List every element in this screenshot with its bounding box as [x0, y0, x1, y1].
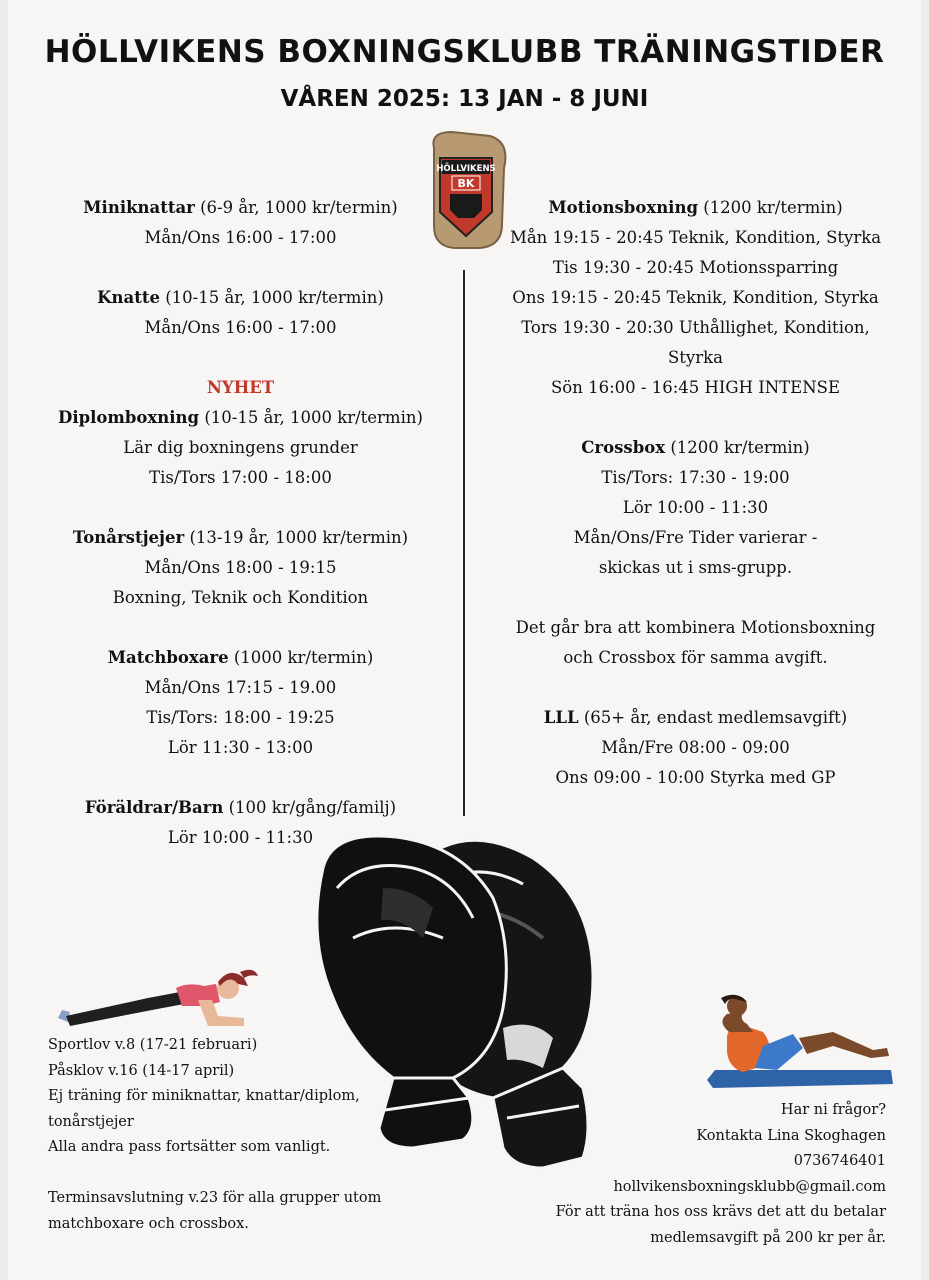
poster-subtitle: VÅREN 2025: 13 JAN - 8 JUNI — [280, 86, 649, 112]
schedule-line: Mån/Ons 17:15 - 19.00 — [144, 678, 337, 697]
group-name: Matchboxare — [107, 648, 229, 667]
schedule-line: Lär dig boxningens grunder — [123, 438, 358, 457]
group-tonarstjejer — [8, 523, 473, 553]
note-line: Terminsavslutning v.23 för alla grupper utom — [48, 1190, 382, 1206]
group-info: (6-9 år, 1000 kr/termin) — [194, 198, 398, 217]
group-crossbox — [458, 433, 929, 463]
schedule-line: Tors 19:30 - 20:30 Uthållighet, Kondition, — [521, 318, 870, 337]
group-name: Föräldrar/Barn — [84, 798, 224, 817]
right-column — [458, 193, 929, 793]
group-name: Tonårstjejer — [72, 528, 185, 547]
note-line: tonårstjejer — [48, 1113, 134, 1130]
group-info: (65+ år, endast medlemsavgift) — [578, 708, 848, 727]
combine-note: och Crossbox för samma avgift. — [563, 648, 828, 667]
schedule-line: Tis 19:30 - 20:45 Motionssparring — [552, 258, 839, 277]
group-name: Knatte — [97, 288, 160, 307]
schedule-line: Tis/Tors 17:00 - 18:00 — [149, 468, 332, 487]
group-foraldrar-barn — [8, 793, 473, 823]
contact-name: Kontakta Lina Skoghagen — [696, 1127, 886, 1144]
schedule-line: Styrka — [668, 348, 723, 367]
schedule-line: Mån/Ons 16:00 - 17:00 — [144, 318, 337, 337]
schedule-line: Mån/Ons 16:00 - 17:00 — [144, 228, 337, 247]
group-knatte — [8, 283, 473, 313]
group-info: (100 kr/gång/familj) — [223, 798, 397, 817]
logo-text-1: HÖLLVIKENS — [436, 164, 496, 174]
group-name: Crossbox — [581, 438, 666, 457]
group-info: (13-19 år, 1000 kr/termin) — [184, 528, 409, 547]
contact-line: För att träna hos oss krävs det att du betalar — [555, 1204, 886, 1220]
poster — [8, 0, 921, 1280]
group-info: (1200 kr/termin) — [665, 438, 810, 457]
group-info: (1000 kr/termin) — [228, 648, 374, 667]
schedule-line: Lör 10:00 - 11:30 — [622, 498, 769, 517]
group-name: Miniknattar — [83, 198, 195, 217]
schedule-line: Ons 19:15 - 20:45 Teknik, Kondition, Styrka — [512, 288, 879, 307]
group-lll — [458, 703, 929, 733]
schedule-line: Boxning, Teknik och Kondition — [112, 588, 369, 607]
schedule-line: Mån/Fre 08:00 - 09:00 — [601, 738, 790, 757]
schedule-line: Mån/Ons/Fre Tider varierar - — [573, 528, 818, 547]
group-info: (10-15 år, 1000 kr/termin) — [159, 288, 384, 307]
plank-figure-illustration — [48, 960, 268, 1040]
group-name: LLL — [543, 708, 579, 727]
logo-text-2: BK — [457, 177, 475, 190]
schedule-line: Tis/Tors: 17:30 - 19:00 — [601, 468, 790, 487]
schedule-line: Lör 11:30 - 13:00 — [167, 738, 314, 757]
contact-line: medlemsavgift på 200 kr per år. — [650, 1229, 886, 1246]
note-line: Sportlov v.8 (17-21 februari) — [48, 1037, 258, 1053]
left-column — [8, 193, 473, 853]
combine-note: Det går bra att kombinera Motionsboxning — [515, 618, 876, 637]
group-info: (1200 kr/termin) — [698, 198, 843, 217]
group-miniknattar — [8, 193, 473, 223]
note-line: Ej träning för miniknattar, knattar/diplom, — [48, 1088, 360, 1104]
schedule-line: Mån 19:15 - 20:45 Teknik, Kondition, Styrka — [509, 228, 882, 247]
note-line: Alla andra pass fortsätter som vanligt. — [48, 1139, 331, 1155]
contact-email: hollvikensboxningsklubb@gmail.com — [613, 1178, 886, 1195]
poster-title: HÖLLVIKENS BOXNINGSKLUBB TRÄNINGSTIDER — [44, 34, 885, 70]
group-name: Motionsboxning — [548, 198, 698, 217]
contact-phone: 0736746401 — [793, 1153, 886, 1169]
group-info: (10-15 år, 1000 kr/termin) — [199, 408, 423, 427]
contact-line: Har ni frågor? — [780, 1102, 886, 1118]
schedule-line: Ons 09:00 - 10:00 Styrka med GP — [555, 768, 836, 787]
schedule-line: skickas ut i sms-grupp. — [598, 558, 793, 577]
situp-figure-illustration — [703, 992, 903, 1097]
group-motionsboxning — [458, 193, 929, 223]
schedule-line: Tis/Tors: 18:00 - 19:25 — [146, 708, 335, 727]
note-line: matchboxare och crossbox. — [48, 1215, 249, 1232]
group-name: Diplomboxning — [58, 408, 200, 427]
schedule-line: Sön 16:00 - 16:45 HIGH INTENSE — [550, 378, 841, 397]
schedule-line: Lör 10:00 - 11:30 — [167, 828, 314, 847]
new-badge: NYHET — [206, 378, 275, 397]
note-line: Påsklov v.16 (14-17 april) — [48, 1062, 235, 1079]
schedule-line: Mån/Ons 18:00 - 19:15 — [144, 558, 337, 577]
group-matchboxare — [8, 643, 473, 673]
group-diplomboxning — [8, 403, 473, 433]
contact-info — [556, 1098, 886, 1251]
